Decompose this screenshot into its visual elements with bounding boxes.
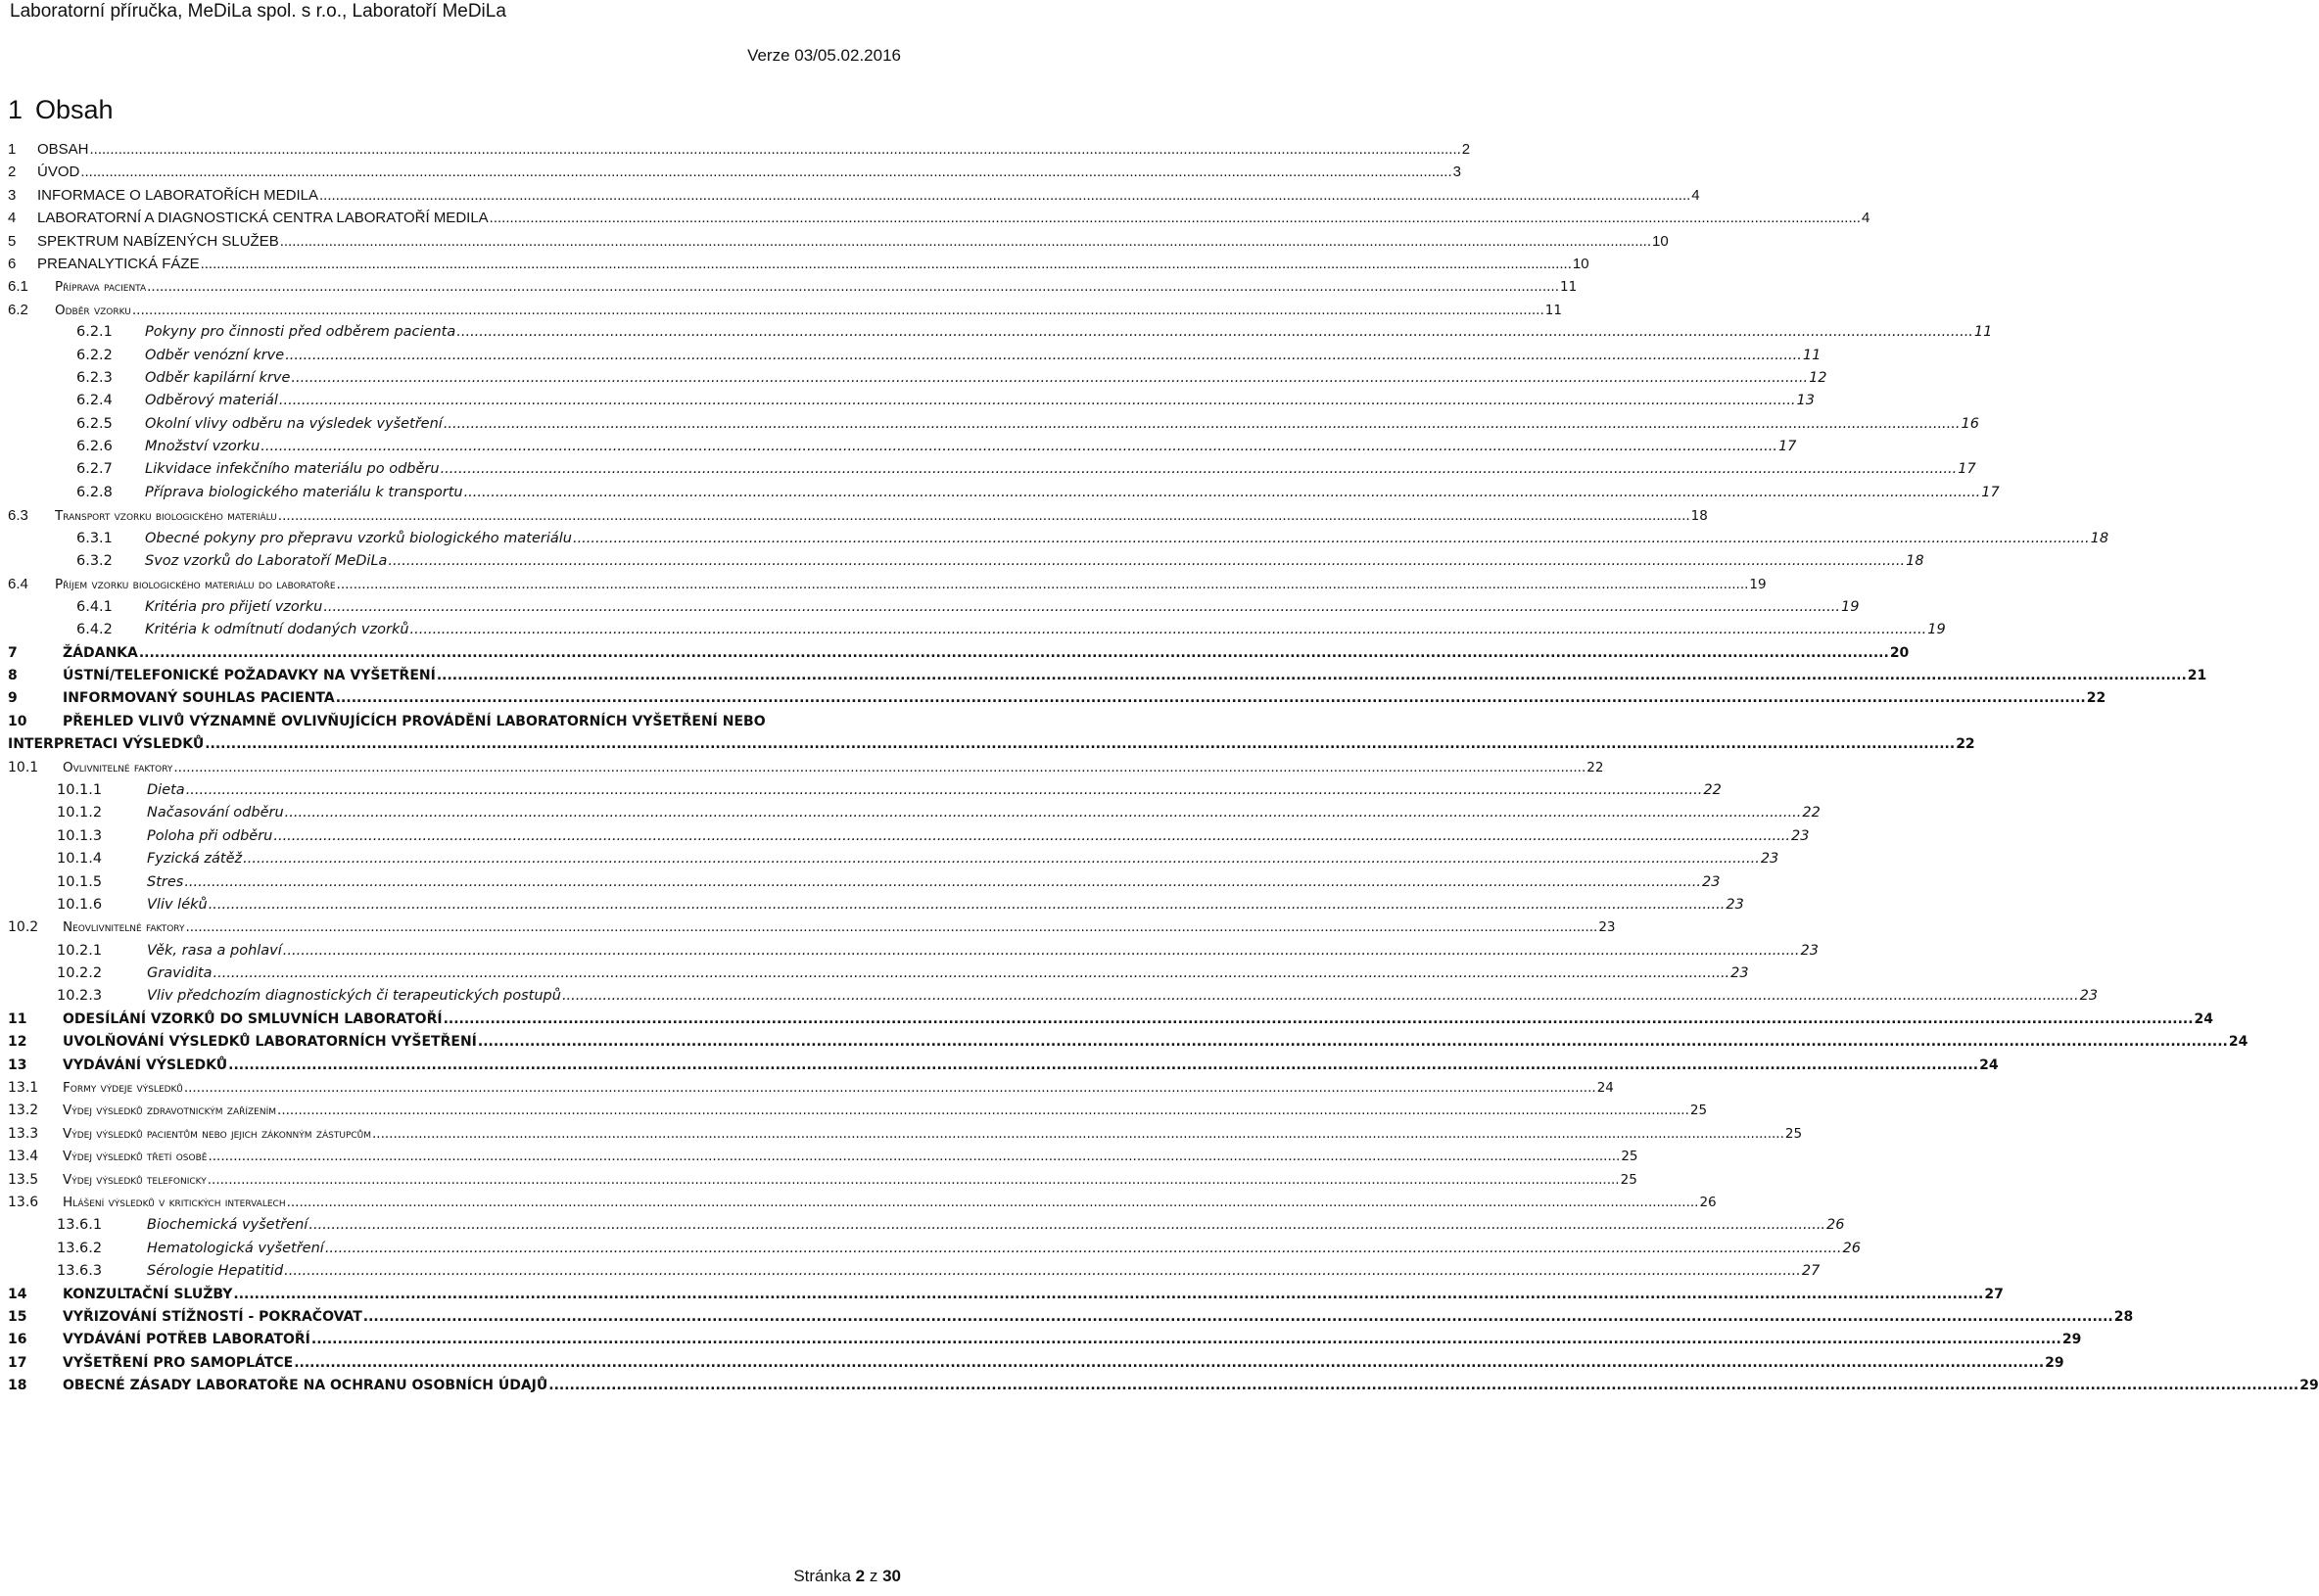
table-of-contents: [8, 138, 2319, 1398]
toc-entry-number: 1: [8, 141, 17, 158]
toc-entry-title: SPEKTRUM NABÍZENÝCH SLUŽEB: [37, 232, 279, 250]
toc-entry[interactable]: [8, 916, 1616, 939]
toc-entry-number: 6.3: [8, 507, 28, 525]
toc-heading-title: Obsah: [35, 95, 114, 124]
toc-entry-title: Odběr vzorku: [55, 302, 131, 318]
toc-entry-page: 25: [1689, 1103, 1708, 1119]
toc-entry-page: 24: [1596, 1080, 1614, 1097]
toc-entry-number: 13.6: [8, 1194, 39, 1210]
toc-entry-title: Gravidita: [147, 965, 213, 982]
toc-entry-number: 4: [8, 210, 17, 227]
toc-entry[interactable]: [8, 825, 1810, 848]
toc-entry[interactable]: [8, 1375, 2319, 1397]
toc-entry[interactable]: [8, 642, 1910, 665]
toc-entry-number: 13.5: [8, 1171, 39, 1188]
toc-entry-number: 6.2.5: [76, 415, 113, 432]
toc-dot-leader: [372, 1123, 1784, 1146]
toc-entry-number: 5: [8, 232, 17, 250]
toc-entry[interactable]: [8, 573, 1767, 595]
toc-entry-number: 10.2.1: [57, 942, 103, 959]
toc-dot-leader: [464, 482, 1981, 504]
toc-dot-leader: [186, 779, 1703, 802]
toc-entry-title: Příprava pacienta: [55, 279, 147, 296]
toc-dot-leader: [562, 985, 2079, 1008]
toc-dot-leader: [280, 230, 1651, 253]
footer-total-pages: 30: [882, 1567, 901, 1585]
toc-entry-number: 10.2: [8, 919, 39, 936]
toc-entry-page: 27: [1984, 1286, 2004, 1302]
toc-dot-leader: [336, 687, 2086, 710]
toc-dot-leader: [90, 138, 1461, 161]
toc-entry-page: 23: [1598, 919, 1616, 936]
toc-entry-title: Odběr venózní krve: [145, 347, 285, 363]
toc-entry[interactable]: [8, 687, 2106, 710]
toc-entry[interactable]: [8, 757, 1604, 779]
toc-entry-page: 10: [1652, 232, 1669, 250]
toc-dot-leader: [294, 1352, 2044, 1375]
toc-entry-number: 6.1: [8, 278, 28, 296]
toc-entry-number: 13.1: [8, 1080, 39, 1097]
toc-dot-leader: [388, 550, 1905, 573]
toc-entry-title: Transport vzorku biologického materiálu: [55, 508, 277, 525]
toc-entry-page: 17: [1981, 484, 2000, 500]
toc-entry-title: INFORMACE O LABORATOŘÍCH MEDILA: [37, 186, 318, 204]
toc-entry-title: Biochemická vyšetření: [147, 1217, 308, 1234]
toc-entry-title: Svoz vzorků do Laboratoří MeDiLa: [145, 553, 388, 570]
toc-dot-leader: [80, 161, 1451, 183]
footer-current-page: 2: [855, 1567, 866, 1585]
toc-entry[interactable]: [8, 207, 1870, 229]
toc-dot-leader: [490, 207, 1861, 229]
toc-entry[interactable]: [8, 390, 1815, 412]
toc-dot-leader: [279, 390, 1796, 412]
toc-entry-number: 13: [8, 1056, 27, 1073]
toc-entry-title: OBECNÉ ZÁSADY LABORATOŘE NA OCHRANU OSOBNÍCH ÚDAJŮ: [63, 1378, 548, 1394]
toc-entry-title: Formy výdeje výsledků: [63, 1080, 183, 1097]
toc-entry[interactable]: [8, 436, 1797, 458]
toc-entry-title: Výdej výsledků zdravotnickým zařízením: [63, 1103, 277, 1119]
toc-entry-page: 19: [1749, 577, 1767, 593]
toc-entry[interactable]: [8, 665, 2207, 687]
toc-dot-leader: [213, 962, 1730, 985]
toc-entry[interactable]: [8, 1238, 1861, 1260]
toc-entry-title: KONZULTAČNÍ SLUŽBY: [63, 1286, 233, 1302]
toc-entry-number: 6.2.3: [76, 369, 113, 386]
toc-entry-page: 25: [1621, 1149, 1638, 1165]
toc-entry-page: 29: [2061, 1332, 2082, 1348]
toc-entry-number: 6.4: [8, 576, 28, 593]
toc-entry-number: 10.1.4: [57, 851, 103, 868]
toc-entry-title: Poloha při odběru: [147, 827, 273, 844]
toc-entry-title: PŘEHLED VLIVŮ VÝZNAMNĚ OVLIVŇUJÍCÍCH PROVÁDĚNÍ LABORATORNÍCH VYŠETŘENÍ NEBO: [63, 713, 766, 729]
toc-entry[interactable]: [8, 1284, 2004, 1306]
toc-entry-page: 19: [1841, 598, 1860, 615]
toc-entry-number: 10.1.6: [57, 896, 103, 913]
toc-entry-title: Hlášení výsledků v kritických intervalech: [63, 1194, 286, 1210]
toc-entry-page: 16: [1961, 415, 1979, 432]
toc-entry[interactable]: [8, 1146, 1638, 1168]
toc-entry-title: PREANALYTICKÁ FÁZE: [37, 255, 200, 272]
toc-entry[interactable]: [8, 1214, 1845, 1237]
toc-dot-leader: [456, 321, 1973, 344]
toc-entry-title: VYŠETŘENÍ PRO SAMOPLÁTCE: [63, 1354, 294, 1371]
toc-heading: [8, 93, 114, 126]
toc-entry[interactable]: [8, 802, 1821, 824]
toc-entry-number: 6.2.1: [76, 324, 113, 341]
toc-entry-title: Stres: [147, 873, 184, 890]
toc-dot-leader: [311, 1329, 2061, 1351]
toc-entry-page: 25: [1784, 1125, 1803, 1142]
toc-entry-number: 16: [8, 1332, 27, 1348]
toc-entry-number: 6.3.2: [76, 553, 113, 570]
toc-entry[interactable]: [8, 413, 1979, 436]
toc-entry-number: 10.1.3: [57, 827, 103, 844]
toc-entry-page: 26: [1842, 1240, 1861, 1256]
toc-entry[interactable]: [8, 1031, 2248, 1054]
toc-entry-page: 22: [1956, 736, 1975, 753]
toc-entry-title: Výdej výsledků telefonicky: [63, 1171, 207, 1188]
toc-entry-page: 11: [1802, 347, 1822, 363]
toc-entry-title: Výdej výsledků pacientům nebo jejich zákonným zástupcům: [63, 1125, 372, 1142]
toc-entry-page: 23: [1791, 827, 1810, 844]
toc-entry-title: UVOLŇOVÁNÍ VÝSLEDKŮ LABORATORNÍCH VYŠETŘENÍ: [63, 1034, 477, 1051]
toc-dot-leader: [205, 733, 1955, 756]
toc-entry-title: Vliv předchozím diagnostických či terapeutických postupů: [147, 988, 561, 1005]
toc-entry-title: Množství vzorku: [145, 439, 260, 455]
toc-entry-page: 26: [1699, 1194, 1717, 1210]
toc-entry-page: 17: [1777, 439, 1797, 455]
toc-entry-page: 29: [2299, 1378, 2319, 1394]
toc-entry-page: 24: [2228, 1034, 2248, 1051]
toc-dot-leader: [325, 1238, 1842, 1260]
toc-dot-leader: [444, 413, 1961, 436]
toc-entry[interactable]: [8, 985, 2099, 1008]
toc-entry-number: 7: [8, 644, 18, 661]
toc-entry-title: VYDÁVÁNÍ POTŘEB LABORATOŘÍ: [63, 1332, 310, 1348]
toc-dot-leader: [132, 300, 1544, 322]
toc-entry-title: VYDÁVÁNÍ VÝSLEDKŮ: [63, 1056, 228, 1073]
toc-dot-leader: [573, 528, 2090, 550]
toc-entry-page: 2: [1461, 141, 1471, 158]
toc-entry[interactable]: [8, 550, 1924, 573]
toc-entry-page: 28: [2113, 1308, 2134, 1325]
toc-entry-page: 19: [1927, 622, 1946, 638]
toc-entry[interactable]: [8, 1055, 1999, 1077]
toc-dot-leader: [273, 825, 1790, 848]
toc-dot-leader: [287, 1192, 1699, 1214]
toc-entry-title: Ovlivnitelné faktory: [63, 759, 173, 775]
toc-dot-leader: [278, 505, 1690, 528]
toc-dot-leader: [283, 940, 1800, 962]
toc-entry-number: 13.6.2: [57, 1240, 103, 1256]
toc-dot-leader: [228, 1055, 1978, 1077]
toc-entry-number: 17: [8, 1354, 27, 1371]
toc-entry-page: 18: [1906, 553, 1924, 570]
toc-entry-number: 13.2: [8, 1103, 39, 1119]
toc-entry-page: 12: [1809, 369, 1827, 386]
toc-dot-leader: [209, 894, 1726, 916]
toc-entry-page: 18: [2090, 530, 2109, 546]
toc-dot-leader: [548, 1375, 2298, 1397]
toc-dot-leader: [173, 757, 1585, 779]
toc-entry-page: 20: [1889, 644, 1910, 661]
toc-entry-title: Kritéria pro přijetí vzorku: [145, 598, 323, 615]
toc-entry-page: 24: [2194, 1010, 2214, 1027]
toc-dot-leader: [437, 665, 2187, 687]
toc-entry-number: 2: [8, 164, 17, 181]
toc-entry-page: 26: [1826, 1217, 1845, 1234]
toc-dot-leader: [243, 848, 1760, 870]
toc-entry-page: 10: [1572, 255, 1589, 272]
toc-entry-title: Pokyny pro činnosti před odběrem pacienta: [145, 324, 456, 341]
toc-entry[interactable]: [8, 345, 1822, 367]
toc-entry-number: 10: [8, 713, 27, 729]
toc-entry-title: Hematologická vyšetření: [147, 1240, 324, 1256]
toc-entry-number: 10.1.5: [57, 873, 103, 890]
toc-entry[interactable]: [8, 894, 1744, 916]
toc-entry-page: 22: [2086, 690, 2106, 707]
toc-dot-leader: [233, 1284, 1983, 1306]
toc-dot-leader: [260, 436, 1777, 458]
toc-entry-page: 29: [2045, 1354, 2064, 1371]
toc-entry-page: 11: [1973, 324, 1993, 341]
document-version: Verze 03/05.02.2016: [747, 46, 901, 65]
toc-entry[interactable]: [8, 871, 1721, 894]
toc-entry[interactable]: [8, 1260, 1821, 1283]
toc-entry-number: 6: [8, 255, 17, 272]
toc-entry-page: 23: [1760, 851, 1779, 868]
page-footer: [793, 1566, 901, 1587]
toc-entry-page: 3: [1452, 164, 1461, 181]
toc-entry-number: 6.3.1: [76, 530, 113, 546]
toc-entry-page: 17: [1958, 461, 1976, 478]
toc-entry[interactable]: [8, 230, 1669, 253]
toc-entry-number: 6.4.1: [76, 598, 113, 615]
toc-entry[interactable]: [8, 1192, 1717, 1214]
toc-entry-title: Neovlivnitelné faktory: [63, 919, 185, 936]
toc-entry-title: Příprava biologického materiálu k transportu: [145, 484, 463, 500]
toc-entry-page: 11: [1544, 302, 1562, 318]
toc-entry-page: 4: [1691, 186, 1700, 204]
toc-entry[interactable]: [8, 161, 1461, 183]
toc-entry[interactable]: [8, 1329, 2082, 1351]
toc-entry-number: 6.2.2: [76, 347, 113, 363]
toc-dot-leader: [285, 802, 1802, 824]
toc-dot-leader: [308, 1214, 1825, 1237]
toc-dot-leader: [441, 458, 1958, 481]
toc-entry-title: LABORATORNÍ A DIAGNOSTICKÁ CENTRA LABORATOŘÍ MEDILA: [37, 210, 489, 227]
toc-entry-title: INFORMOVANÝ SOUHLAS PACIENTA: [63, 690, 335, 707]
toc-entry-page: 18: [1690, 508, 1708, 525]
toc-entry-number: 14: [8, 1286, 27, 1302]
toc-entry[interactable]: [8, 1306, 2134, 1329]
toc-dot-leader: [444, 1009, 2194, 1031]
toc-entry-number: 6.2.4: [76, 393, 113, 409]
toc-entry[interactable]: [8, 367, 1827, 390]
toc-entry-title: VYŘIZOVÁNÍ STÍŽNOSTÍ - POKRAČOVAT: [63, 1308, 362, 1325]
toc-entry-title: ÚSTNÍ/TELEFONICKÉ POŽADAVKY NA VYŠETŘENÍ: [63, 667, 436, 683]
toc-entry-number: 13.3: [8, 1125, 39, 1142]
toc-entry-title: Načasování odběru: [147, 805, 284, 821]
toc-dot-leader: [284, 1260, 1801, 1283]
footer-of: z: [869, 1567, 878, 1585]
toc-entry-title: ODESÍLÁNÍ VZORKŮ DO SMLUVNÍCH LABORATOŘÍ: [63, 1010, 443, 1027]
toc-entry[interactable]: [8, 1123, 1803, 1146]
toc-entry-number: 10.1.2: [57, 805, 103, 821]
toc-entry-number: 10.2.3: [57, 988, 103, 1005]
toc-entry-page: 23: [2079, 988, 2099, 1005]
toc-entry-page: 25: [1620, 1171, 1637, 1188]
toc-entry[interactable]: [8, 482, 2000, 504]
toc-entry[interactable]: [8, 321, 1993, 344]
toc-dot-leader: [478, 1031, 2228, 1054]
toc-entry-number: 15: [8, 1308, 27, 1325]
toc-entry[interactable]: [8, 1169, 1637, 1192]
toc-entry[interactable]: [8, 299, 1562, 321]
toc-entry-number: 13.6.3: [57, 1263, 103, 1280]
toc-entry-page: 24: [1979, 1056, 1999, 1073]
toc-entry[interactable]: [8, 275, 1578, 298]
toc-entry[interactable]: [8, 504, 1708, 527]
toc-entry-number: 6.2.7: [76, 461, 113, 478]
toc-entry[interactable]: [8, 528, 2109, 550]
toc-dot-leader: [185, 916, 1597, 939]
toc-entry-number: 18: [8, 1378, 27, 1394]
footer-page-label: Stránka: [793, 1567, 851, 1585]
toc-entry[interactable]: [8, 138, 1471, 161]
toc-dot-leader: [208, 1146, 1620, 1168]
toc-entry-number: 6.2: [8, 301, 28, 318]
toc-entry-number: 3: [8, 186, 17, 204]
toc-entry-title: Likvidace infekčního materiálu po odběru: [145, 461, 440, 478]
toc-entry[interactable]: [8, 962, 1749, 985]
toc-entry-title: Kritéria k odmítnutí dodaných vzorků: [145, 622, 409, 638]
toc-entry-title: Sérologie Hepatitid: [147, 1263, 284, 1280]
toc-dot-leader: [410, 619, 1927, 641]
toc-entry[interactable]: [8, 1352, 2064, 1375]
toc-entry[interactable]: [8, 711, 1975, 757]
toc-entry-number: 11: [8, 1010, 27, 1027]
toc-entry-page: 21: [2187, 667, 2207, 683]
toc-entry[interactable]: [8, 779, 1722, 802]
toc-entry[interactable]: [8, 253, 1589, 275]
toc-dot-leader: [323, 596, 1840, 619]
toc-dot-leader: [184, 1077, 1596, 1100]
toc-entry-page: 22: [1703, 781, 1722, 798]
toc-dot-leader: [201, 253, 1572, 275]
toc-entry-title: Odběr kapilární krve: [145, 369, 291, 386]
toc-entry[interactable]: [8, 458, 1976, 481]
toc-entry-number: 6.2.6: [76, 439, 113, 455]
toc-entry-number: 8: [8, 667, 18, 683]
toc-entry-number: 12: [8, 1034, 27, 1051]
toc-dot-leader: [319, 184, 1690, 207]
document-header-title: Laboratorní příručka, MeDiLa spol. s r.o., Laboratoří MeDiLa: [10, 1, 506, 22]
toc-entry-title: Výdej výsledků třetí osobě: [63, 1149, 208, 1165]
toc-entry-page: 23: [1726, 896, 1744, 913]
toc-dot-leader: [285, 345, 1802, 367]
toc-entry-number: 10.1: [8, 759, 39, 775]
toc-entry-page: 22: [1802, 805, 1821, 821]
toc-entry[interactable]: [8, 1100, 1708, 1122]
toc-entry-title: ŽÁDANKA: [63, 644, 138, 661]
toc-entry-title: OBSAH: [37, 141, 89, 158]
toc-entry-number: 10.2.2: [57, 965, 103, 982]
toc-dot-leader: [337, 574, 1749, 596]
toc-entry-title: Fyzická zátěž: [147, 851, 243, 868]
toc-entry-title: Okolní vlivy odběru na výsledek vyšetření: [145, 415, 443, 432]
toc-entry-title-continued: INTERPRETACI VÝSLEDKŮ: [8, 736, 205, 753]
toc-entry-number: 6.2.8: [76, 484, 113, 500]
toc-dot-leader: [147, 276, 1559, 299]
toc-entry-title: Vliv léků: [147, 896, 208, 913]
toc-dot-leader: [139, 642, 1889, 665]
toc-heading-number: 1: [8, 95, 24, 124]
toc-entry-title: ÚVOD: [37, 164, 80, 181]
toc-dot-leader: [291, 367, 1808, 390]
toc-entry-number: 13.4: [8, 1149, 39, 1165]
toc-dot-leader: [184, 871, 1701, 894]
toc-entry-number: 13.6.1: [57, 1217, 103, 1234]
toc-entry-number: 9: [8, 690, 18, 707]
toc-entry[interactable]: [8, 848, 1779, 870]
toc-entry[interactable]: [8, 184, 1700, 207]
toc-entry[interactable]: [8, 1077, 1614, 1100]
toc-entry-title: Příjem vzorku biologického materiálu do laboratoře: [55, 577, 336, 593]
toc-dot-leader: [363, 1306, 2113, 1329]
toc-entry-page: 23: [1702, 873, 1721, 890]
toc-dot-leader: [277, 1100, 1689, 1122]
toc-entry-title: Obecné pokyny pro přepravu vzorků biologického materiálu: [145, 530, 572, 546]
toc-dot-leader: [208, 1169, 1620, 1192]
toc-entry-title: Dieta: [147, 781, 185, 798]
toc-entry-title: Odběrový materiál: [145, 393, 278, 409]
toc-entry-title: Věk, rasa a pohlaví: [147, 942, 282, 959]
toc-entry-number: 10.1.1: [57, 781, 103, 798]
toc-entry-page: 13: [1796, 393, 1815, 409]
toc-entry-page: 23: [1800, 942, 1819, 959]
toc-entry-number: 6.4.2: [76, 622, 113, 638]
toc-entry-page: 23: [1730, 965, 1749, 982]
toc-entry[interactable]: [8, 1009, 2214, 1031]
toc-entry[interactable]: [8, 619, 1946, 641]
toc-entry-page: 4: [1861, 210, 1870, 227]
toc-entry-page: 27: [1801, 1263, 1821, 1280]
toc-entry[interactable]: [8, 596, 1860, 619]
toc-entry-page: 22: [1586, 759, 1604, 775]
toc-entry-page: 11: [1560, 279, 1578, 296]
toc-entry[interactable]: [8, 940, 1819, 962]
